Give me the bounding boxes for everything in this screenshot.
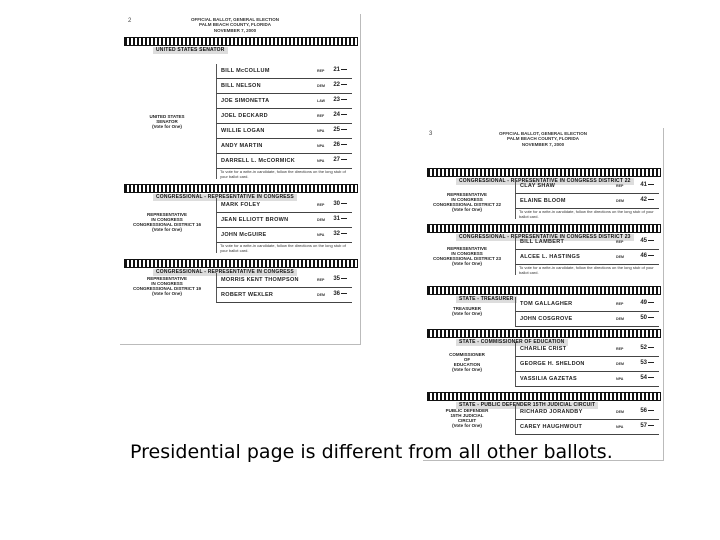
office-label: COMMISSIONER OF EDUCATION (Vote for One)	[449, 352, 485, 372]
ballot-page-1	[120, 14, 361, 345]
candidate-row[interactable]: JEAN ELLIOTT BROWN DEM 31	[216, 213, 352, 228]
section-bar	[427, 224, 661, 240]
candidate-row[interactable]: CLAY SHAW REP 41	[515, 179, 659, 194]
section-bar	[124, 259, 358, 275]
office-label: REPRESENTATIVE IN CONGRESS CONGRESSIONAL DISTRICT 16 (Vote for One)	[133, 212, 201, 232]
candidate-row[interactable]: WILLIE LOGAN NPA 25	[216, 124, 352, 139]
candidate-row[interactable]: TOM GALLAGHER REP 49	[515, 297, 659, 312]
office-label: TREASURER (Vote for One)	[452, 306, 482, 316]
write-in-note: To vote for a write-in candidate, follow the directions on the long stub of your ballot card.	[515, 265, 659, 275]
candidate-row[interactable]: CAREY HAUGHWOUT NPA 57	[515, 420, 659, 435]
section-title: STATE - TREASURER	[456, 296, 517, 303]
page-number: 3	[429, 131, 433, 137]
ballot-page-2	[423, 128, 664, 461]
section-title: UNITED STATES SENATOR	[153, 47, 228, 54]
page-number: 2	[128, 18, 132, 24]
write-in-note: To vote for a write-in candidate, follow the directions on the long stub of your ballot card.	[515, 209, 659, 219]
header-line: PALM BEACH COUNTY, FLORIDA	[507, 136, 579, 142]
section-title: CONGRESSIONAL - REPRESENTATIVE IN CONGRESS DISTRICT 22	[456, 178, 634, 185]
candidate-row[interactable]: ELAINE BLOOM DEM 42	[515, 194, 659, 209]
candidate-row[interactable]: ANDY MARTIN NPA 26	[216, 139, 352, 154]
candidate-row[interactable]: MARK FOLEY REP 30	[216, 198, 352, 213]
section-bar	[427, 329, 661, 345]
write-in-note: To vote for a write-in candidate, follow the directions on the long stub of your ballot card.	[216, 169, 352, 179]
candidate-row[interactable]: JOHN COSGROVE DEM 50	[515, 312, 659, 327]
slide-caption: Presidential page is different from all other ballots.	[130, 441, 613, 463]
section-title: CONGRESSIONAL - REPRESENTATIVE IN CONGRESS	[153, 194, 297, 201]
candidate-row[interactable]: VASSILIA GAZETAS NPA 54	[515, 372, 659, 387]
section-title: CONGRESSIONAL - REPRESENTATIVE IN CONGRESS	[153, 269, 297, 276]
candidate-row[interactable]: ROBERT WEXLER DEM 36	[216, 288, 352, 303]
section-bar	[427, 168, 661, 184]
header-line: PALM BEACH COUNTY, FLORIDA	[199, 22, 271, 28]
header-line: OFFICIAL BALLOT, GENERAL ELECTION	[498, 131, 588, 136]
office-label: REPRESENTATIVE IN CONGRESS CONGRESSIONAL DISTRICT 23 (Vote for One)	[433, 246, 501, 266]
header-line: NOVEMBER 7, 2000	[213, 27, 257, 33]
section-bar	[124, 184, 358, 200]
ballot-header	[463, 131, 623, 147]
section-bar	[124, 37, 358, 53]
section-bar	[427, 286, 661, 302]
ballot-header	[160, 17, 310, 33]
candidate-row[interactable]: JOHN McGUIRE NPA 32	[216, 228, 352, 243]
candidate-row[interactable]: DARRELL L. McCORMICK NPA 27	[216, 154, 352, 169]
section-title: CONGRESSIONAL - REPRESENTATIVE IN CONGRESS DISTRICT 23	[456, 234, 634, 241]
office-label: REPRESENTATIVE IN CONGRESS CONGRESSIONAL DISTRICT 22 (Vote for One)	[433, 192, 501, 212]
candidate-row[interactable]: JOE SIMONETTA LAW 23	[216, 94, 352, 109]
candidate-row[interactable]: BILL LAMBERT REP 45	[515, 235, 659, 250]
section-title: STATE - COMMISSIONER OF EDUCATION	[456, 339, 568, 346]
candidate-row[interactable]: RICHARD JORANDBY DEM 56	[515, 405, 659, 420]
header-line: OFFICIAL BALLOT, GENERAL ELECTION	[190, 17, 280, 22]
candidate-row[interactable]: JOEL DECKARD REF 24	[216, 109, 352, 124]
candidate-row[interactable]: BILL NELSON DEM 22	[216, 79, 352, 94]
office-label: UNITED STATES SENATOR (Vote for One)	[149, 114, 185, 129]
candidate-row[interactable]: ALCEE L. HASTINGS DEM 46	[515, 250, 659, 265]
write-in-note: To vote for a write-in candidate, follow the directions on the long stub of your ballot card.	[216, 243, 352, 253]
header-line: NOVEMBER 7, 2000	[521, 141, 565, 147]
candidate-row[interactable]: MORRIS KENT THOMPSON REP 35	[216, 273, 352, 288]
office-label: PUBLIC DEFENDER 15TH JUDICIAL CIRCUIT (Vote for One)	[445, 408, 489, 428]
candidate-row[interactable]: BILL McCOLLUM REP 21	[216, 64, 352, 79]
section-title: STATE - PUBLIC DEFENDER 15TH JUDICIAL CIRCUIT	[456, 402, 598, 409]
office-label: REPRESENTATIVE IN CONGRESS CONGRESSIONAL DISTRICT 19 (Vote for One)	[133, 276, 201, 296]
candidate-row[interactable]: GEORGE H. SHELDON DEM 53	[515, 357, 659, 372]
section-bar	[427, 392, 661, 408]
candidate-row[interactable]: CHARLIE CRIST REP 52	[515, 342, 659, 357]
